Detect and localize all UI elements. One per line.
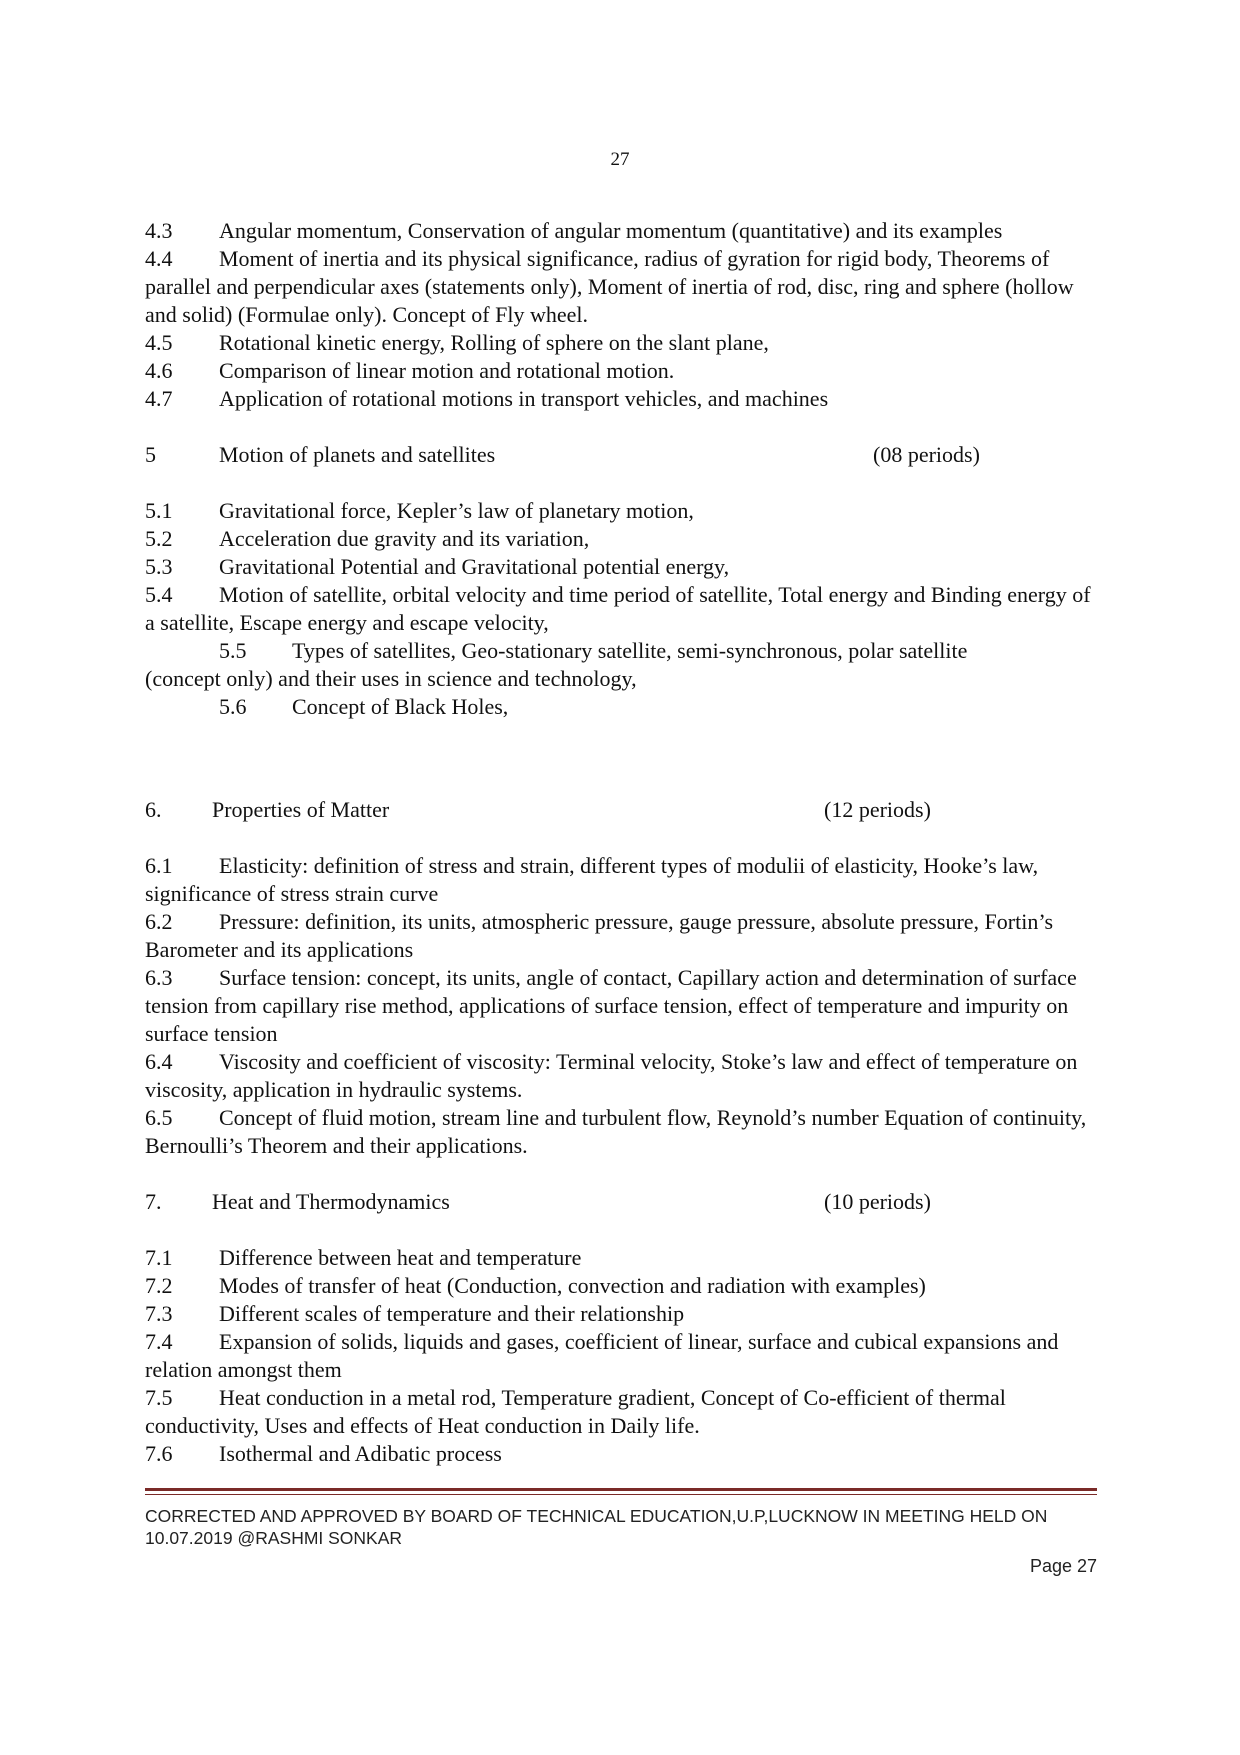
- list-item: 7.5 Heat conduction in a metal rod, Temperature gradient, Concept of Co-efficient of thermal conductivity, Uses and effects of Heat conduction in Daily life.: [145, 1385, 1006, 1438]
- list-item: 6.5 Concept of fluid motion, stream line and turbulent flow, Reynold’s number Equation of continuity, Bernoulli’s Theorem and their applications.: [145, 1105, 1087, 1158]
- list-item: 7.4 Expansion of solids, liquids and gases, coefficient of linear, surface and cubical expansions and relation amongst them: [145, 1329, 1059, 1382]
- list-item: 5.6 Concept of Black Holes,: [219, 694, 509, 719]
- list-item: 7.3 Different scales of temperature and their relationship: [145, 1301, 685, 1326]
- list-item-continuation: (concept only) and their uses in science and technology,: [145, 666, 637, 691]
- list-item: 7.1 Difference between heat and temperature: [145, 1245, 582, 1270]
- footer-note: [145, 1505, 1100, 1549]
- list-item: 6.4 Viscosity and coefficient of viscosity: Terminal velocity, Stoke’s law and effect of temperature on viscosity, application in hydraulic systems.: [145, 1049, 1078, 1102]
- list-item: 4.3 Angular momentum, Conservation of angular momentum (quantitative) and its examples: [145, 218, 1003, 243]
- section-heading-7: 7. Heat and Thermodynamics (10 periods): [145, 1189, 931, 1214]
- list-item: 5.4 Motion of satellite, orbital velocity and time period of satellite, Total energy and Binding energy of a satellite, Escape energy and escape velocity,: [145, 582, 1091, 635]
- page-label: Page 27: [1029, 1556, 1097, 1576]
- footer-rule: [145, 1488, 1097, 1491]
- page-number: 27: [610, 149, 630, 170]
- list-item: 6.1 Elasticity: definition of stress and strain, different types of modulii of elasticity, Hooke’s law, significance of stress strain curve: [145, 853, 1039, 906]
- syllabus-content: [145, 217, 1100, 1468]
- list-item: 4.7 Application of rotational motions in transport vehicles, and machines: [145, 386, 829, 411]
- list-item: 7.2 Modes of transfer of heat (Conduction, convection and radiation with examples): [145, 1273, 926, 1298]
- section-heading-5: 5 Motion of planets and satellites (08 periods): [145, 442, 980, 467]
- list-item: 5.5 Types of satellites, Geo-stationary satellite, semi-synchronous, polar satellite: [219, 638, 968, 663]
- section-heading-6: 6. Properties of Matter (12 periods): [145, 797, 931, 822]
- list-item: 5.2 Acceleration due gravity and its variation,: [145, 526, 590, 551]
- footer-line-2: 10.07.2019 @RASHMI SONKAR: [145, 1528, 403, 1548]
- list-item: 4.6 Comparison of linear motion and rotational motion.: [145, 358, 675, 383]
- list-item: 5.3 Gravitational Potential and Gravitational potential energy,: [145, 554, 730, 579]
- list-item: 5.1 Gravitational force, Kepler’s law of planetary motion,: [145, 498, 694, 523]
- footer-line-1: CORRECTED AND APPROVED BY BOARD OF TECHNICAL EDUCATION,U.P,LUCKNOW IN MEETING HELD ON: [145, 1506, 1048, 1526]
- list-item: 7.6 Isothermal and Adibatic process: [145, 1441, 502, 1466]
- list-item: 4.4 Moment of inertia and its physical significance, radius of gyration for rigid body, Theorems of parallel and perpendicular axes (statements only), Moment of inertia of rod, disc, ring and sphere (hollow and solid) (Formulae only). Concept of Fly wheel.: [145, 246, 1074, 327]
- list-item: 4.5 Rotational kinetic energy, Rolling of sphere on the slant plane,: [145, 330, 769, 355]
- list-item: 6.2 Pressure: definition, its units, atmospheric pressure, gauge pressure, absolute pressure, Fortin’s Barometer and its applications: [145, 909, 1054, 962]
- list-item: 6.3 Surface tension: concept, its units, angle of contact, Capillary action and determination of surface tension from capillary rise method, applications of surface tension, effect of temperature and impurity on surface tension: [145, 965, 1077, 1046]
- footer-rule-thin: [145, 1494, 1097, 1495]
